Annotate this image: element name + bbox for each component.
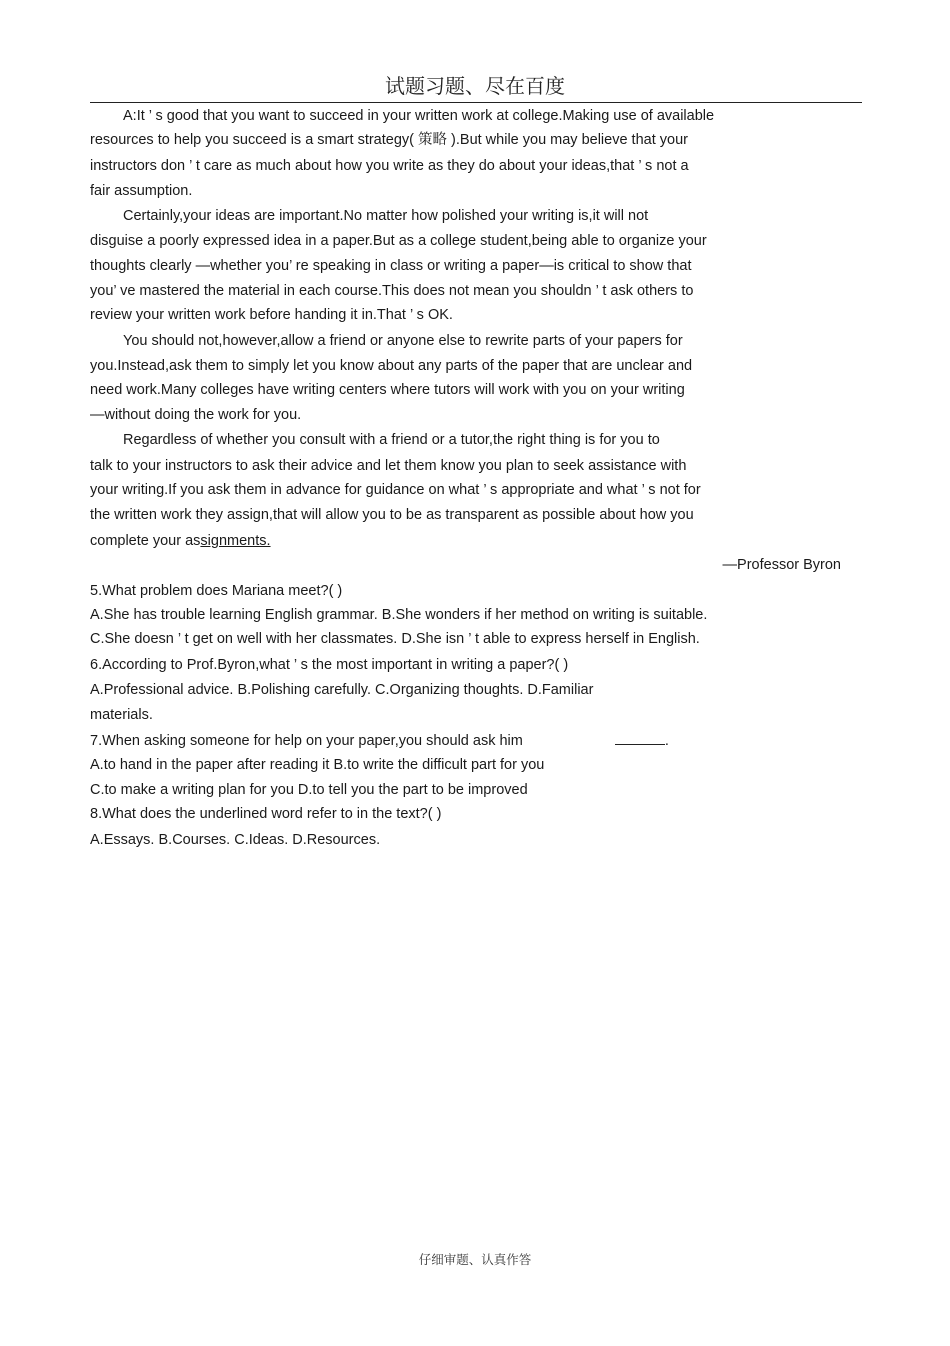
passage-line: A:It ’ s good that you want to succeed in your written work at college.Making use of available — [123, 108, 715, 124]
passage-line: disguise a poorly expressed idea in a paper.But as a college student,being able to organize your — [90, 233, 707, 249]
question-6-options-1: A.Professional advice. B.Polishing carefully. C.Organizing thoughts. D.Familiar — [90, 682, 594, 698]
question-6-stem: 6.According to Prof.Byron,what ’ s the most important in writing a paper?( ) — [90, 657, 569, 673]
passage-line: need work.Many colleges have writing centers where tutors will work with you on your writing — [90, 382, 685, 398]
question-6-options-2: materials. — [90, 707, 153, 723]
signature: —Professor Byron — [722, 557, 841, 573]
page-header-title: 试题习题、尽在百度 — [385, 74, 565, 98]
passage-line: Certainly,your ideas are important.No matter how polished your writing is,it will not — [123, 208, 649, 224]
answer-blank — [615, 731, 665, 745]
page-footer: 仔细审题、认真作答 — [418, 1252, 532, 1267]
question-5-options-2: C.She doesn ’ t get on well with her classmates. D.She isn ’ t able to express herself in English. — [90, 631, 700, 647]
passage-line: You should not,however,allow a friend or anyone else to rewrite parts of your papers for — [123, 333, 683, 349]
question-8-stem: 8.What does the underlined word refer to in the text?( ) — [90, 806, 442, 822]
passage-line: Regardless of whether you consult with a friend or a tutor,the right thing is for you to — [123, 432, 660, 448]
question-5-stem: 5.What problem does Mariana meet?( ) — [90, 583, 343, 599]
passage-line: talk to your instructors to ask their advice and let them know you plan to seek assistance with — [90, 458, 687, 474]
passage-line: —without doing the work for you. — [90, 407, 302, 423]
passage-line: review your written work before handing it in.That ’ s OK. — [90, 307, 453, 323]
passage-line-last — [90, 532, 271, 550]
header-divider — [90, 102, 862, 103]
question-7-options-1: A.to hand in the paper after reading it B.to write the difficult part for you — [90, 757, 545, 773]
passage-line: instructors don ’ t care as much about how you write as they do about your ideas,that ’ s not a — [90, 158, 689, 174]
question-7-stem-line — [90, 731, 669, 750]
passage-line: your writing.If you ask them in advance for guidance on what ’ s appropriate and what ’ s not for — [90, 482, 701, 498]
question-7-stem-end: . — [664, 733, 669, 749]
passage-line-last-prefix: complete your as — [90, 533, 201, 549]
question-5-options-1: A.She has trouble learning English grammar. B.She wonders if her method on writing is suitable. — [90, 607, 708, 623]
passage-line: you.Instead,ask them to simply let you know about any parts of the paper that are unclear and — [90, 358, 693, 374]
passage-line: fair assumption. — [90, 183, 193, 199]
passage-line: thoughts clearly —whether you’ re speaking in class or writing a paper—is critical to show that — [90, 258, 692, 274]
underlined-word: signments. — [200, 533, 271, 549]
question-7-stem: 7.When asking someone for help on your paper,you should ask him — [90, 733, 523, 749]
question-7-options-2: C.to make a writing plan for you D.to tell you the part to be improved — [90, 782, 528, 798]
passage-line: you’ ve mastered the material in each course.This does not mean you shouldn ’ t ask others to — [90, 283, 694, 299]
question-8-options: A.Essays. B.Courses. C.Ideas. D.Resources. — [90, 832, 381, 848]
passage-line: the written work they assign,that will allow you to be as transparent as possible about how you — [90, 507, 694, 523]
passage-line: resources to help you succeed is a smart strategy( 策略 ).But while you may believe that your — [90, 132, 688, 148]
